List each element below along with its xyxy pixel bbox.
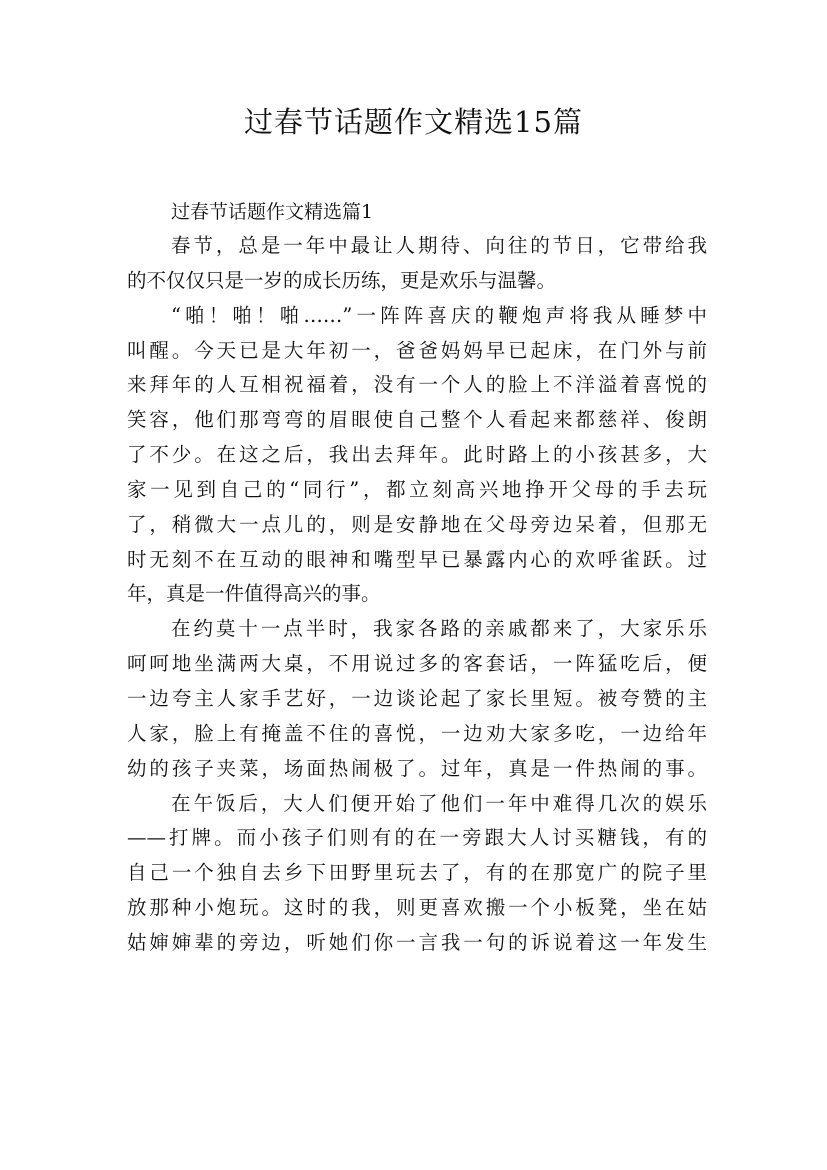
text-line: 春节，总是一年中最让人期待、向往的节日，它带给我 bbox=[171, 234, 707, 257]
text-line: 笑容，他们那弯弯的眉眼使自己整个人看起来都慈祥、俊朗 bbox=[127, 408, 707, 432]
text-line: ——打牌。而小孩子们则有的在一旁跟大人讨买糖钱，有的 bbox=[127, 826, 707, 850]
text-line: 自己一个独自去乡下田野里玩去了，有的在那宽广的院子里 bbox=[127, 861, 707, 885]
text-line: 叫醒。今天已是大年初一，爸爸妈妈早已起床，在门外与前 bbox=[127, 338, 707, 362]
text-line: 放那种小炮玩。这时的我，则更喜欢搬一个小板凳，坐在姑 bbox=[127, 896, 707, 920]
text-line: 家一见到自己的“同行”，都立刻高兴地挣开父母的手去玩 bbox=[127, 477, 707, 501]
text-line: 来拜年的人互相祝福着，没有一个人的脸上不洋溢着喜悦的 bbox=[127, 373, 707, 397]
text-line: 在约莫十一点半时，我家各路的亲戚都来了，大家乐乐 bbox=[171, 617, 707, 641]
text-line: 幼的孩子夹菜，场面热闹极了。过年，真是一件热闹的事。 bbox=[127, 756, 707, 780]
text-line: 一边夸主人家手艺好，一边谈论起了家长里短。被夸赞的主 bbox=[127, 686, 707, 710]
document-title: 过春节话题作文精选15篇 bbox=[244, 105, 583, 139]
text-line: 的不仅仅只是一岁的成长历练，更是欢乐与温馨。 bbox=[127, 268, 557, 292]
text-line: 时无刻不在互动的眼神和嘴型早已暴露内心的欢呼雀跃。过 bbox=[127, 547, 707, 571]
text-line: 在午饭后，大人们便开始了他们一年中难得几次的娱乐 bbox=[171, 791, 707, 815]
text-line: 年，真是一件值得高兴的事。 bbox=[127, 582, 381, 606]
essay-subtitle: 过春节话题作文精选篇1 bbox=[171, 201, 374, 223]
text-line: 了不少。在这之后，我出去拜年。此时路上的小孩甚多，大 bbox=[127, 443, 707, 467]
text-line: 姑婶婶辈的旁边，听她们你一言我一句的诉说着这一年发生 bbox=[127, 930, 707, 954]
paragraph bbox=[127, 787, 707, 961]
text-line: “啪！啪！啪……”一阵阵喜庆的鞭炮声将我从睡梦中 bbox=[171, 303, 707, 327]
paragraph bbox=[127, 299, 707, 613]
paragraph bbox=[127, 612, 707, 786]
text-line: 人家，脸上有掩盖不住的喜悦，一边劝大家多吃，一边给年 bbox=[127, 721, 707, 745]
document-body bbox=[127, 195, 707, 961]
text-line: 呵呵地坐满两大桌，不用说过多的客套话，一阵猛吃后，便 bbox=[127, 652, 707, 676]
paragraph bbox=[127, 229, 707, 299]
text-line: 了，稍微大一点儿的，则是安静地在父母旁边呆着，但那无 bbox=[127, 512, 707, 536]
